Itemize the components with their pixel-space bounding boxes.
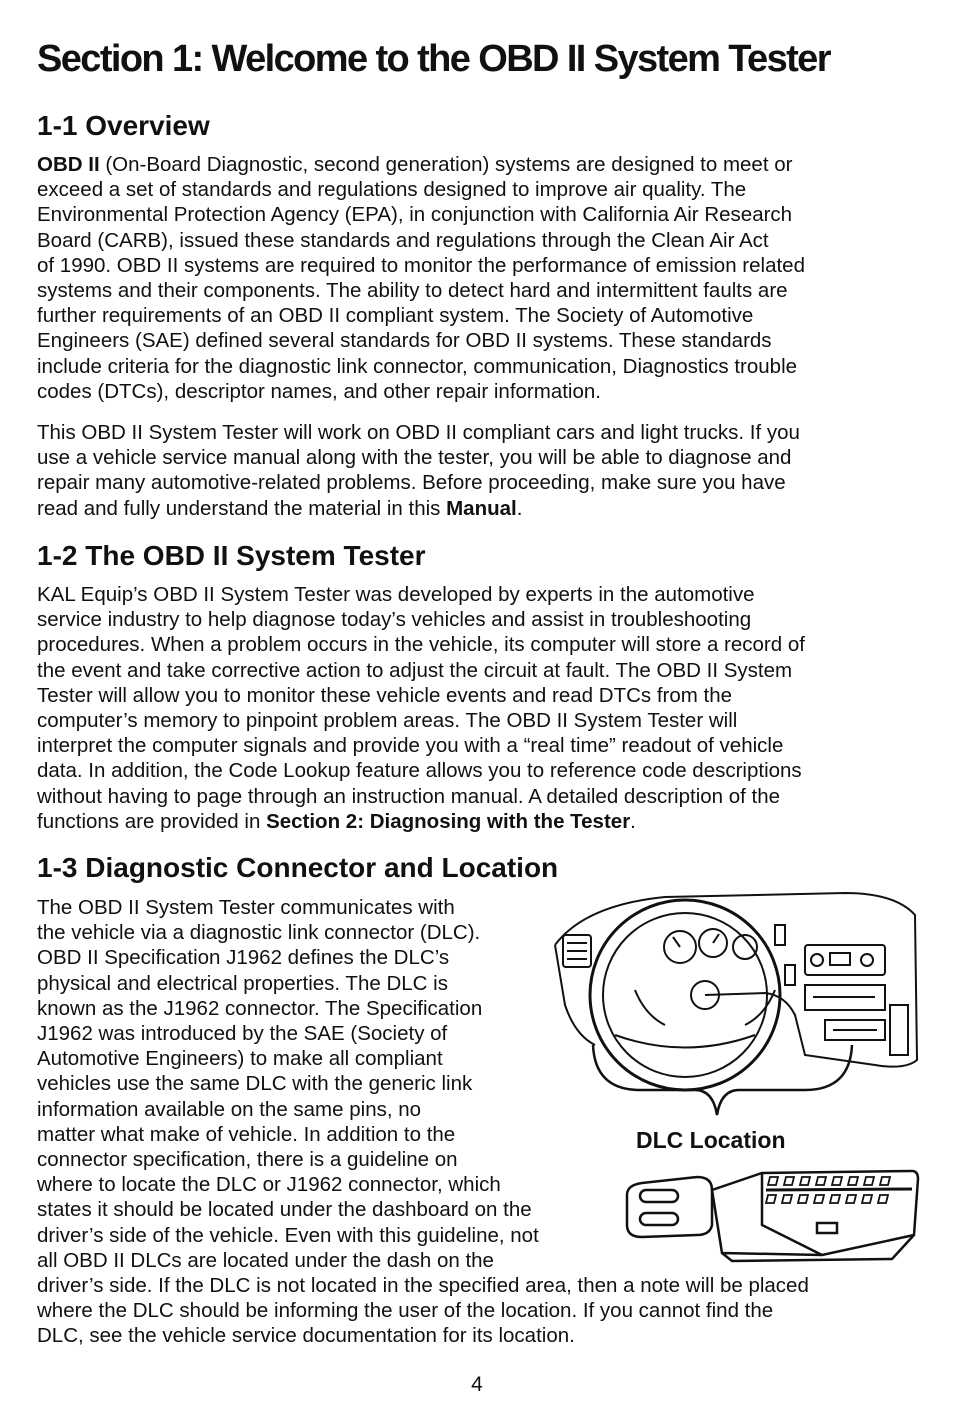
connector-line: physical and electrical properties. The DLC is: [37, 971, 448, 995]
dlc-location-caption: DLC Location: [636, 1127, 786, 1153]
connector-line: DLC, see the vehicle service documentation for its location.: [37, 1324, 575, 1348]
overview-paragraph-1: [37, 152, 917, 404]
heading-system-tester: 1-2 The OBD II System Tester: [37, 540, 426, 571]
connector-line: the vehicle via a diagnostic link connector (DLC).: [37, 921, 481, 945]
overview-line: include criteria for the diagnostic link connector, communication, Diagnostics trouble: [37, 354, 798, 378]
heading-diagnostic-connector: 1-3 Diagnostic Connector and Location: [37, 852, 559, 883]
period: .: [630, 809, 636, 833]
connector-line: vehicles use the same DLC with the generic link: [37, 1072, 473, 1096]
overview-line: Engineers (SAE) defined several standards for OBD II systems. These standards: [37, 329, 772, 353]
tester-line: without having to page through an instruction manual. A detailed description of the: [37, 784, 781, 808]
dlc-connector-illustration-icon: [622, 1165, 922, 1265]
connector-line: driver’s side of the vehicle. Even with this guideline, not: [37, 1223, 539, 1247]
tester-line: computer’s memory to pinpoint problem areas. The OBD II System Tester will: [37, 709, 738, 733]
connector-line: driver’s side. If the DLC is not located in the specified area, then a note will be placed: [37, 1274, 809, 1298]
connector-line: all OBD II DLCs are located under the dash on the: [37, 1248, 494, 1272]
obd-ii-bold: OBD II: [37, 153, 100, 176]
connector-line: matter what make of vehicle. In addition to the: [37, 1122, 456, 1146]
overview-line: exceed a set of standards and regulations designed to improve air quality. The: [37, 178, 747, 202]
tester-line: interpret the computer signals and provide you with a “real time” readout of vehicle: [37, 734, 784, 758]
connector-line: J1962 was introduced by the SAE (Society of: [37, 1022, 448, 1046]
overview-line: systems and their components. The ability to detect hard and intermittent faults are: [37, 279, 788, 303]
tester-line: procedures. When a problem occurs in the vehicle, its computer will store a record of: [37, 633, 805, 657]
section-2-reference: Section 2: Diagnosing with the Tester: [266, 809, 631, 833]
connector-line: states it should be located under the dashboard on the: [37, 1198, 532, 1222]
dashboard-illustration-icon: [545, 885, 920, 1130]
overview-p2-line: repair many automotive-related problems. Before proceeding, make sure you have: [37, 471, 786, 495]
tester-line: KAL Equip’s OBD II System Tester was developed by experts in the automotive: [37, 583, 755, 606]
overview-p2-line: use a vehicle service manual along with the tester, you will be able to diagnose and: [37, 446, 792, 470]
overview-line-1-text: (On-Board Diagnostic, second generation) systems are designed to meet or: [99, 153, 793, 176]
connector-line: Automotive Engineers) to make all compliant: [37, 1047, 443, 1071]
connector-line: information available on the same pins, no: [37, 1097, 422, 1121]
overview-p2-last-line: [37, 496, 917, 521]
overview-line: Environmental Protection Agency (EPA), in conjunction with California Air Research: [37, 203, 793, 227]
connector-line: The OBD II System Tester communicates with: [37, 896, 455, 919]
connector-line: known as the J1962 connector. The Specification: [37, 996, 483, 1020]
tester-paragraph: [37, 582, 917, 834]
overview-paragraph-2: [37, 420, 917, 521]
tester-line: data. In addition, the Code Lookup feature allows you to reference code descriptions: [37, 759, 802, 783]
overview-p2-last-text: read and fully understand the material in this: [37, 496, 447, 520]
overview-line: Board (CARB), issued these standards and regulations through the Clean Air Act: [37, 228, 769, 252]
overview-line-1: [37, 152, 917, 177]
overview-p2-line: This OBD II System Tester will work on OBD II compliant cars and light trucks. If you: [37, 421, 800, 444]
heading-overview: 1-1 Overview: [37, 110, 210, 141]
tester-line: Tester will allow you to monitor these vehicle events and read DTCs from the: [37, 683, 733, 707]
tester-last-line: [37, 809, 917, 834]
connector-line: where to locate the DLC or J1962 connector, which: [37, 1173, 501, 1197]
tester-line: service industry to help diagnose today’s vehicles and assist in troubleshooting: [37, 608, 752, 632]
overview-line: further requirements of an OBD II compliant system. The Society of Automotive: [37, 304, 754, 328]
overview-line: of 1990. OBD II systems are required to monitor the performance of emission related: [37, 253, 805, 277]
page-number: 4: [471, 1373, 483, 1396]
period: .: [516, 496, 523, 520]
tester-line: the event and take corrective action to adjust the circuit at fault. The OBD II System: [37, 658, 793, 682]
manual-bold: Manual: [446, 496, 517, 520]
connector-line: connector specification, there is a guideline on: [37, 1148, 458, 1172]
page-title: Section 1: Welcome to the OBD II System Tester: [37, 38, 830, 80]
connector-line: where the DLC should be informing the user of the location. If you cannot find the: [37, 1299, 774, 1323]
tester-last-text: functions are provided in: [37, 809, 267, 833]
overview-line: codes (DTCs), descriptor names, and other repair information.: [37, 379, 601, 403]
connector-line: OBD II Specification J1962 defines the DLC’s: [37, 946, 450, 970]
